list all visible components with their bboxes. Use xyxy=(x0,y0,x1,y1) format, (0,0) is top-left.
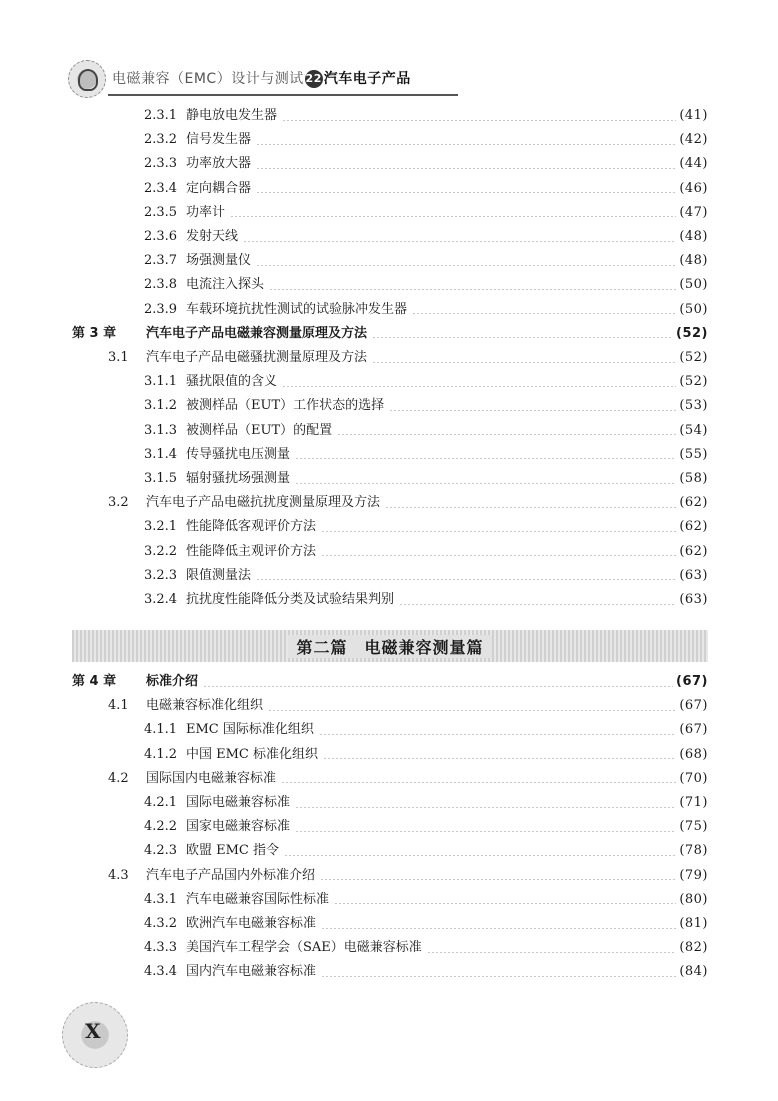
dot-leader xyxy=(282,386,676,387)
toc-entry-number: 3.1.2 xyxy=(144,398,178,414)
toc-entry-number: 4.2 xyxy=(108,770,129,786)
toc-entry-page: (82) xyxy=(679,940,708,956)
toc-entry-title: 电流注入探头 xyxy=(186,277,265,293)
toc-entry-title: 汽车电子产品电磁骚扰测量原理及方法 xyxy=(146,350,368,365)
toc-entry-page: (41) xyxy=(679,108,708,123)
toc-entry-sub xyxy=(144,201,708,225)
toc-entry-page: (54) xyxy=(679,422,708,438)
dot-leader xyxy=(269,289,676,290)
toc-entry-title: 性能降低主观评价方法 xyxy=(186,543,317,559)
toc-entry-number: 4.1 xyxy=(108,698,129,714)
running-header xyxy=(68,58,456,100)
dot-leader xyxy=(243,241,676,242)
toc-entry-title: 国际国内电磁兼容标准 xyxy=(146,770,277,786)
dot-leader xyxy=(268,710,676,711)
toc-entry-number: 2.3.3 xyxy=(144,156,178,172)
toc-entry-number: 2.3.8 xyxy=(144,277,178,293)
toc-entry-section xyxy=(108,694,708,718)
dot-leader xyxy=(334,903,676,904)
toc-entry-title: 场强测量仪 xyxy=(186,253,252,269)
dot-leader xyxy=(284,855,676,856)
toc-entry-sub xyxy=(144,443,708,467)
dot-leader xyxy=(203,686,673,687)
toc-entry-sub xyxy=(144,394,708,418)
dot-leader xyxy=(321,928,676,929)
page-number: X xyxy=(85,1019,101,1043)
toc-entry-title: 美国汽车工程学会（SAE）电磁兼容标准 xyxy=(186,940,422,956)
dot-leader xyxy=(385,507,676,508)
toc-entry-number: 3.1.4 xyxy=(144,446,178,462)
toc-entry-number: 2.3.5 xyxy=(144,204,178,220)
toc-entry-number: 第 4 章 xyxy=(72,674,117,689)
dot-leader xyxy=(399,604,676,605)
header-rule xyxy=(108,94,458,96)
toc-entry-page: (58) xyxy=(679,471,708,486)
dot-leader xyxy=(295,807,676,808)
toc-entry-page: (63) xyxy=(679,592,708,607)
dot-leader xyxy=(282,120,676,121)
toc-entry-sub xyxy=(144,936,708,960)
toc-entry-title: 车载环境抗扰性测试的试验脉冲发生器 xyxy=(186,301,408,317)
toc-entry-number: 2.3.2 xyxy=(144,132,178,148)
toc-entry-page: (78) xyxy=(679,843,708,859)
toc-entry-section xyxy=(108,864,708,888)
toc-entry-number: 4.3.3 xyxy=(144,940,178,956)
toc-entry-sub xyxy=(144,273,708,297)
toc-entry-title: 汽车电子产品电磁抗扰度测量原理及方法 xyxy=(146,495,381,511)
toc-entry-page: (63) xyxy=(679,567,708,583)
toc-entry-sub xyxy=(144,298,708,322)
toc-entry-section xyxy=(108,491,708,515)
toc-entry-number: 2.3.6 xyxy=(144,229,178,244)
page-number-badge xyxy=(62,1002,128,1068)
toc-entry-number: 3.1 xyxy=(108,350,129,365)
dot-leader xyxy=(256,144,676,145)
toc-entry-page: (42) xyxy=(679,132,708,148)
toc-entry-number: 3.1.5 xyxy=(144,471,178,486)
toc-entry-page: (67) xyxy=(679,698,708,714)
toc-entry-title: 汽车电子产品国内外标准介绍 xyxy=(146,867,316,883)
toc-entry-page: (62) xyxy=(679,495,708,511)
toc-entry-page: (80) xyxy=(679,891,708,907)
toc-entry-sub xyxy=(144,743,708,767)
toc-entry-page: (62) xyxy=(679,543,708,559)
toc-entry-sub xyxy=(144,718,708,742)
toc-entry-number: 3.1.3 xyxy=(144,422,178,438)
dot-leader xyxy=(281,782,676,783)
dot-leader xyxy=(230,216,676,217)
dot-leader xyxy=(256,192,676,193)
toc-entry-sub xyxy=(144,888,708,912)
toc-entry-page: (67) xyxy=(679,722,708,738)
toc-entry-number: 3.2.4 xyxy=(144,592,178,607)
toc-entry-number: 第 3 章 xyxy=(72,325,117,341)
dot-leader xyxy=(321,555,676,556)
toc-entry-chapter xyxy=(72,670,708,694)
toc-entry-sub xyxy=(144,225,708,249)
toc-entry-sub xyxy=(144,564,708,588)
toc-entry-number: 3.2.2 xyxy=(144,543,178,559)
toc-entry-number: 4.3.2 xyxy=(144,916,178,931)
book-logo-icon xyxy=(68,60,106,98)
toc-entry-title: 被测样品（EUT）工作状态的选择 xyxy=(186,398,385,414)
toc-entry-number: 4.2.3 xyxy=(144,843,178,859)
toc-entry-section xyxy=(108,767,708,791)
toc-entry-sub xyxy=(144,177,708,201)
toc-entry-sub xyxy=(144,419,708,443)
toc-entry-number: 2.3.1 xyxy=(144,108,178,123)
toc-entry-sub xyxy=(144,791,708,815)
toc-entry-number: 2.3.4 xyxy=(144,180,178,196)
toc-entry-title: 性能降低客观评价方法 xyxy=(186,519,317,535)
toc-entry-title: 国际电磁兼容标准 xyxy=(186,795,291,810)
dot-leader xyxy=(295,458,676,459)
toc-entry-title: 辐射骚扰场强测量 xyxy=(186,471,291,486)
toc-entry-title: 抗扰度性能降低分类及试验结果判别 xyxy=(186,592,395,607)
toc-entry-page: (52) xyxy=(679,350,708,365)
toc-entry-number: 4.3.4 xyxy=(144,964,178,980)
toc-entry-number: 2.3.7 xyxy=(144,253,178,269)
toc-entry-title: 电磁兼容标准化组织 xyxy=(146,698,264,714)
toc-entry-sub xyxy=(144,912,708,936)
toc-entry-sub xyxy=(144,588,708,612)
toc-entry-number: 4.1.2 xyxy=(144,746,178,762)
toc-entry-title: 功率放大器 xyxy=(186,156,252,172)
part-banner xyxy=(72,630,708,662)
dot-leader xyxy=(412,313,676,314)
toc-entry-page: (48) xyxy=(679,229,708,244)
toc-entry-title: 骚扰限值的含义 xyxy=(186,374,278,390)
toc-entry-title: 标准介绍 xyxy=(146,674,199,689)
toc-entry-title: 限值测量法 xyxy=(186,567,252,583)
header-title xyxy=(112,68,411,88)
dot-leader xyxy=(372,337,673,338)
book-title: 电磁兼容（EMC）设计与测试 xyxy=(112,71,304,87)
toc-entry-number: 3.2.1 xyxy=(144,519,178,535)
toc-entry-number: 3.2.3 xyxy=(144,567,178,583)
toc-entry-sub xyxy=(144,467,708,491)
toc-entry-sub xyxy=(144,249,708,273)
toc-entry-number: 4.2.1 xyxy=(144,795,178,810)
dot-leader xyxy=(321,531,676,532)
toc-entry-page: (46) xyxy=(679,180,708,196)
dot-leader xyxy=(256,579,676,580)
dot-leader xyxy=(320,879,676,880)
toc-entry-sub xyxy=(144,128,708,152)
toc-entry-number: 3.2 xyxy=(108,495,129,511)
dot-leader xyxy=(321,976,676,977)
toc-entry-page: (70) xyxy=(679,770,708,786)
toc-entry-number: 2.3.9 xyxy=(144,301,178,317)
toc-entry-sub xyxy=(144,815,708,839)
dot-leader xyxy=(319,734,676,735)
toc-entry-sub xyxy=(144,104,708,128)
dot-leader xyxy=(295,831,676,832)
toc-entry-number: 4.3.1 xyxy=(144,891,178,907)
toc-entry-page: (67) xyxy=(676,674,708,689)
dot-leader xyxy=(295,483,676,484)
toc-entry-page: (52) xyxy=(676,325,708,341)
dot-leader xyxy=(323,758,676,759)
toc-entry-page: (75) xyxy=(679,819,708,835)
book-subtitle: 汽车电子产品 xyxy=(323,71,411,87)
toc-entry-sub xyxy=(144,960,708,984)
toc-entry-sub xyxy=(144,515,708,539)
toc-entry-page: (50) xyxy=(679,277,708,293)
dot-leader xyxy=(427,952,677,953)
toc-entry-page: (52) xyxy=(679,374,708,390)
toc-entry-title: EMC 国际标准化组织 xyxy=(186,722,314,738)
toc-entry-title: 欧盟 EMC 指令 xyxy=(186,843,280,859)
dot-leader xyxy=(372,362,676,363)
toc-entry-page: (47) xyxy=(679,204,708,220)
toc-entry-title: 汽车电子产品电磁兼容测量原理及方法 xyxy=(146,325,368,341)
toc-entry-title: 国家电磁兼容标准 xyxy=(186,819,291,835)
toc-entry-page: (44) xyxy=(679,156,708,172)
toc-entry-title: 国内汽车电磁兼容标准 xyxy=(186,964,317,980)
part-title: 第二篇 电磁兼容测量篇 xyxy=(288,635,491,658)
series-badge: 22 xyxy=(305,70,323,88)
toc-entry-sub xyxy=(144,152,708,176)
toc-entry-page: (48) xyxy=(679,253,708,269)
toc-entry-page: (68) xyxy=(679,746,708,762)
toc-entry-sub xyxy=(144,839,708,863)
toc-entry-title: 功率计 xyxy=(186,204,226,220)
toc-entry-sub xyxy=(144,540,708,564)
toc-entry-title: 被测样品（EUT）的配置 xyxy=(186,422,333,438)
toc-entry-page: (71) xyxy=(679,795,708,810)
toc-entry-title: 信号发生器 xyxy=(186,132,252,148)
toc-entry-title: 汽车电磁兼容国际性标准 xyxy=(186,891,330,907)
toc-entry-page: (62) xyxy=(679,519,708,535)
toc-entry-number: 3.1.1 xyxy=(144,374,178,390)
dot-leader xyxy=(256,265,676,266)
toc-entry-page: (50) xyxy=(679,301,708,317)
toc-entry-title: 发射天线 xyxy=(186,229,239,244)
toc-entry-section xyxy=(108,346,708,370)
toc-entry-page: (53) xyxy=(679,398,708,414)
dot-leader xyxy=(389,410,676,411)
toc-entry-chapter xyxy=(72,322,708,346)
toc-entry-page: (55) xyxy=(679,446,708,462)
toc-entry-page: (81) xyxy=(679,916,708,931)
toc-entry-title: 传导骚扰电压测量 xyxy=(186,446,291,462)
toc-entry-number: 4.1.1 xyxy=(144,722,178,738)
dot-leader xyxy=(256,168,676,169)
toc-entry-title: 中国 EMC 标准化组织 xyxy=(186,746,319,762)
toc-entry-title: 欧洲汽车电磁兼容标准 xyxy=(186,916,317,931)
toc-entry-title: 静电放电发生器 xyxy=(186,108,278,123)
dot-leader xyxy=(337,434,676,435)
toc-entry-number: 4.3 xyxy=(108,867,129,883)
toc-entry-title: 定向耦合器 xyxy=(186,180,252,196)
toc-entry-page: (79) xyxy=(679,867,708,883)
toc-entry-page: (84) xyxy=(679,964,708,980)
toc-entry-sub xyxy=(144,370,708,394)
toc-entry-number: 4.2.2 xyxy=(144,819,178,835)
